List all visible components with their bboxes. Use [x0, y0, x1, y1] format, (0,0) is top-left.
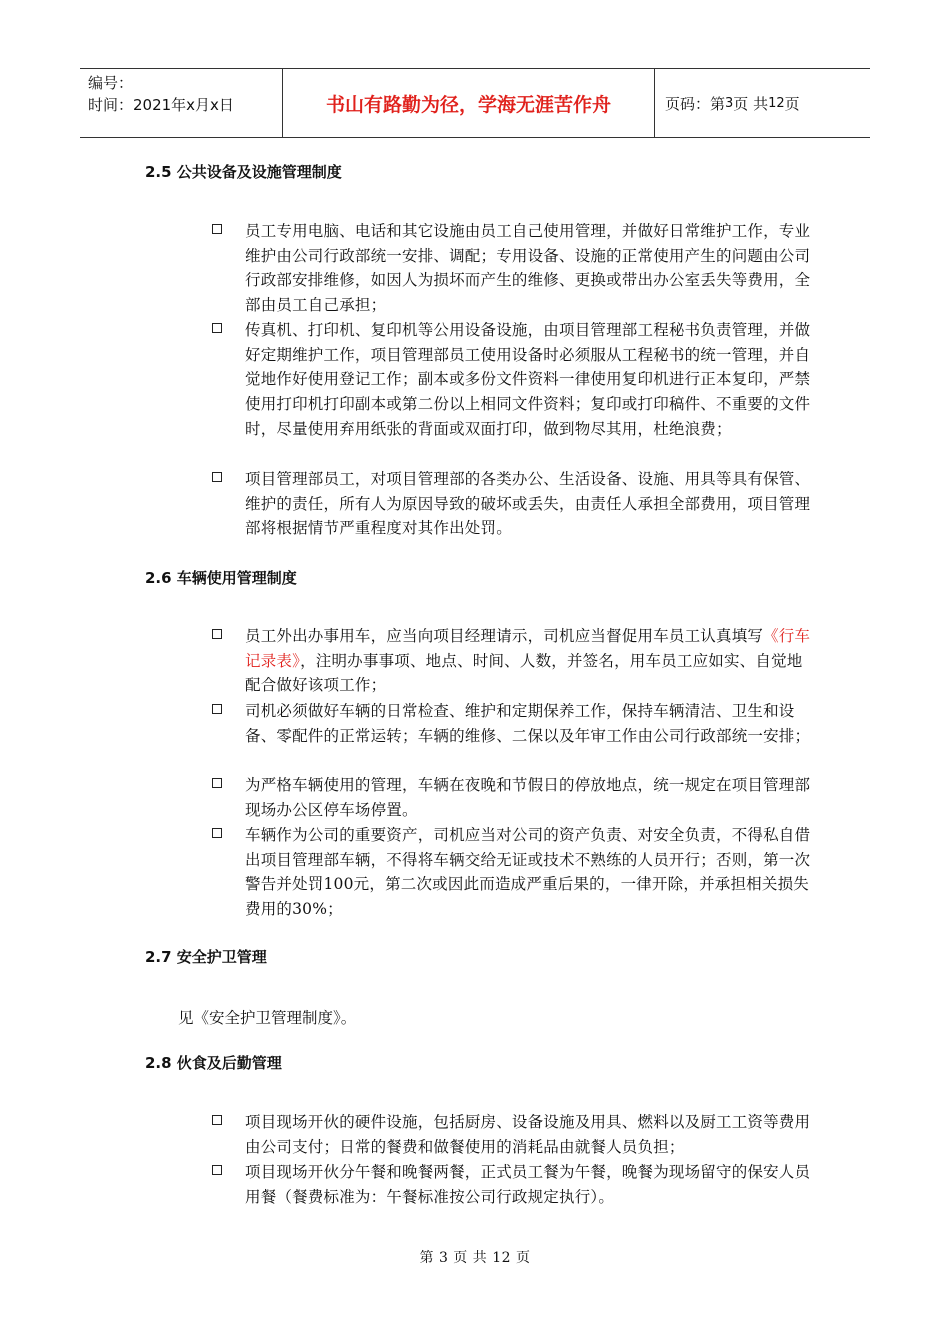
- page-suffix: 页: [784, 94, 800, 113]
- document-time-label: 时间：2021年x月x日: [88, 96, 234, 114]
- list-item-text: [245, 624, 812, 698]
- list-item-text: 项目现场开伙分午餐和晚餐两餐，正式员工餐为午餐，晚餐为现场留守的保安人员用餐（餐费标准为：午餐标准按公司行政规定执行）。: [245, 1163, 811, 1206]
- checkbox-bullet-icon: [212, 1115, 222, 1125]
- list-item-text: 司机必须做好车辆的日常检查、维护和定期保养工作，保持车辆清洁、卫生和设备、零配件的正常运转；车辆的维修、二保以及年审工作由公司行政部统一安排；: [245, 702, 811, 745]
- section-heading-2-8: 2.8 伙食及后勤管理: [145, 1054, 282, 1072]
- list-item-text: 员工专用电脑、电话和其它设施由员工自己使用管理，并做好日常维护工作，专业维护由公司行政部统一安排、调配；专用设备、设施的正常使用产生的问题由公司行政部安排维修，如因人为损坏而产生的维修、更换或带出办公室丢失等费用，全部由员工自己承担；: [245, 222, 811, 315]
- list-item: [212, 467, 812, 541]
- checkbox-bullet-icon: [212, 472, 222, 482]
- page-footer: 第 3 页 共 12 页: [419, 1250, 531, 1266]
- list-item-text: 为严格车辆使用的管理，车辆在夜晚和节假日的停放地点，统一规定在项目管理部现场办公区停车场停置。: [245, 776, 811, 819]
- list-item-text: 传真机、打印机、复印机等公用设备设施，由项目管理部工程秘书负责管理，并做好定期维护工作，项目管理部员工使用设备时必须服从工程秘书的统一管理，并自觉地作好使用登记工作；副本或多份文件资料一律使用复印机进行正本复印，严禁使用打印机打印副本或第二份以上相同文件资料；复印或打印稿件、不重要的文件时，尽量使用弃用纸张的背面或双面打印，做到物尽其用，杜绝浪费；: [245, 321, 811, 438]
- page-total: 12: [768, 95, 785, 111]
- list-item: [212, 318, 812, 442]
- checkbox-bullet-icon: [212, 1165, 222, 1175]
- section-2-7-text: 见《安全护卫管理制度》。: [178, 1009, 357, 1027]
- checkbox-bullet-icon: [212, 224, 222, 234]
- checkbox-bullet-icon: [212, 629, 222, 639]
- list-item-text: 项目现场开伙的硬件设施，包括厨房、设备设施及用具、燃料以及厨工工资等费用由公司支付；日常的餐费和做餐使用的消耗品由就餐人员负担；: [245, 1113, 811, 1156]
- header-page-info: [655, 69, 870, 137]
- page-current: 3: [725, 95, 734, 111]
- header-motto: 书山有路勤为径，学海无涯苦作舟: [283, 69, 655, 137]
- checkbox-bullet-icon: [212, 778, 222, 788]
- header-meta: [80, 69, 283, 137]
- list-item: [212, 1160, 812, 1209]
- list-item: [212, 219, 812, 318]
- list-item-text: 项目管理部员工，对项目管理部的各类办公、生活设备、设施、用具等具有保管、维护的责任，所有人为原因导致的破坏或丢失，由责任人承担全部费用，项目管理部将根据情节严重程度对其作出处罚。: [245, 470, 811, 538]
- checkbox-bullet-icon: [212, 323, 222, 333]
- checkbox-bullet-icon: [212, 828, 222, 838]
- list-item: [212, 773, 812, 822]
- list-item-text: 车辆作为公司的重要资产，司机应当对公司的资产负责、对安全负责，不得私自借出项目管理部车辆，不得将车辆交给无证或技术不熟练的人员开行；否则，第一次警告并处罚100元，第二次或因此而造成严重后果的，一律开除，并承担相关损失费用的30%；: [245, 826, 811, 919]
- list-item: [212, 624, 812, 698]
- page-header: [80, 68, 870, 138]
- checkbox-bullet-icon: [212, 704, 222, 714]
- list-item: [212, 1110, 812, 1159]
- page-mid: 页 共: [733, 94, 769, 113]
- document-number-label: 编号：: [88, 74, 134, 92]
- section-heading-2-7: 2.7 安全护卫管理: [145, 948, 267, 966]
- driving-record-form-link[interactable]: 《行车记录表》: [245, 627, 811, 670]
- list-item: [212, 823, 812, 922]
- page-prefix: 页码：第: [665, 94, 726, 113]
- section-heading-2-6: 2.6 车辆使用管理制度: [145, 569, 297, 587]
- item-text-pre: 员工外出办事用车，应当向项目经理请示，司机应当督促用车员工认真填写: [245, 627, 764, 645]
- item-text-post: ，注明办事事项、地点、时间、人数，并签名，用车员工应如实、自觉地配合做好该项工作；: [245, 651, 803, 695]
- section-heading-2-5: 2.5 公共设备及设施管理制度: [145, 163, 342, 181]
- list-item: [212, 699, 812, 748]
